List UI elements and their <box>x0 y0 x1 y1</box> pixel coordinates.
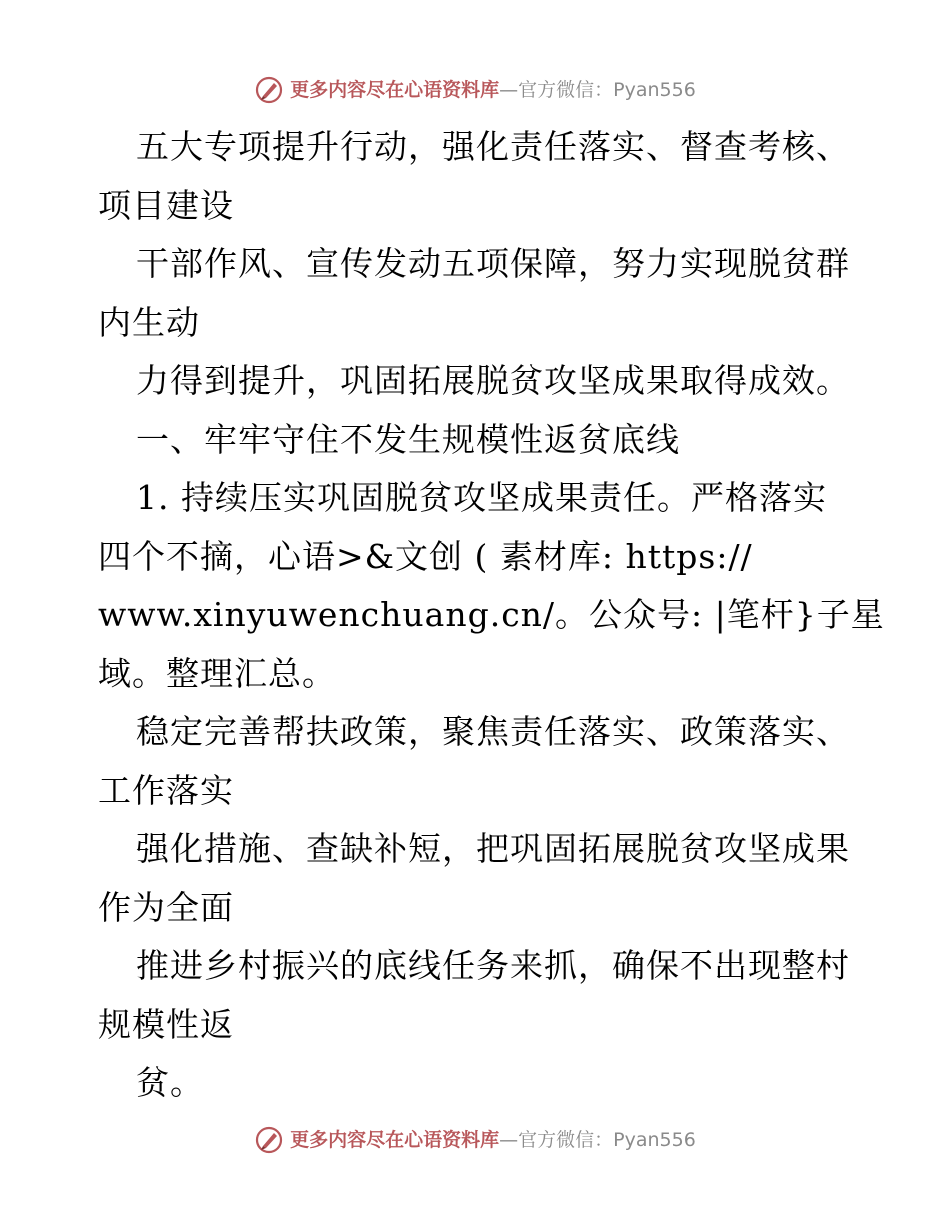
text-line: 1. 持续压实巩固脱贫攻坚成果责任。严格落实 <box>136 478 827 517</box>
header-watermark <box>0 72 950 108</box>
text-line: 强化措施、查缺补短，把巩固拓展脱贫攻坚成果 <box>136 829 850 868</box>
text-line: 规模性返 <box>98 1004 234 1044</box>
text-line: 干部作风、宣传发动五项保障，努力实现脱贫群 <box>136 244 850 283</box>
footer-watermark <box>0 1122 950 1158</box>
text-line: 域。整理汇总。 <box>98 653 336 693</box>
text-line: 四个不摘，心语>&文创 ( 素材库: https:// <box>98 536 753 576</box>
section-heading: 一、牢牢守住不发生规模性返贫底线 <box>136 419 680 459</box>
document-body <box>98 118 888 1113</box>
text-line: 力得到提升，巩固拓展脱贫攻坚成果取得成效。 <box>136 361 850 400</box>
text-line: 项目建设 <box>98 185 234 225</box>
text-line: 作为全面 <box>98 887 234 927</box>
text-line: 推进乡村振兴的底线任务来抓，确保不出现整村 <box>136 946 850 985</box>
text-line: 五大专项提升行动，强化责任落实、督查考核、 <box>136 127 850 166</box>
pen-logo-icon <box>254 1125 284 1155</box>
watermark-contact: —官方微信：Pyan556 <box>499 1128 696 1151</box>
text-line: 稳定完善帮扶政策，聚焦责任落实、政策落实、 <box>136 712 850 751</box>
text-line: 工作落实 <box>98 770 234 810</box>
watermark-lead: 更多内容尽在心语资料库 <box>290 78 500 101</box>
pen-logo-icon <box>254 75 284 105</box>
text-line: 内生动 <box>98 302 200 342</box>
watermark-lead: 更多内容尽在心语资料库 <box>290 1128 500 1151</box>
watermark-contact: —官方微信：Pyan556 <box>499 78 696 101</box>
text-line: www.xinyuwenchuang.cn/。公众号: |笔杆}子星 <box>98 595 885 634</box>
text-line: 贫。 <box>136 1063 204 1102</box>
